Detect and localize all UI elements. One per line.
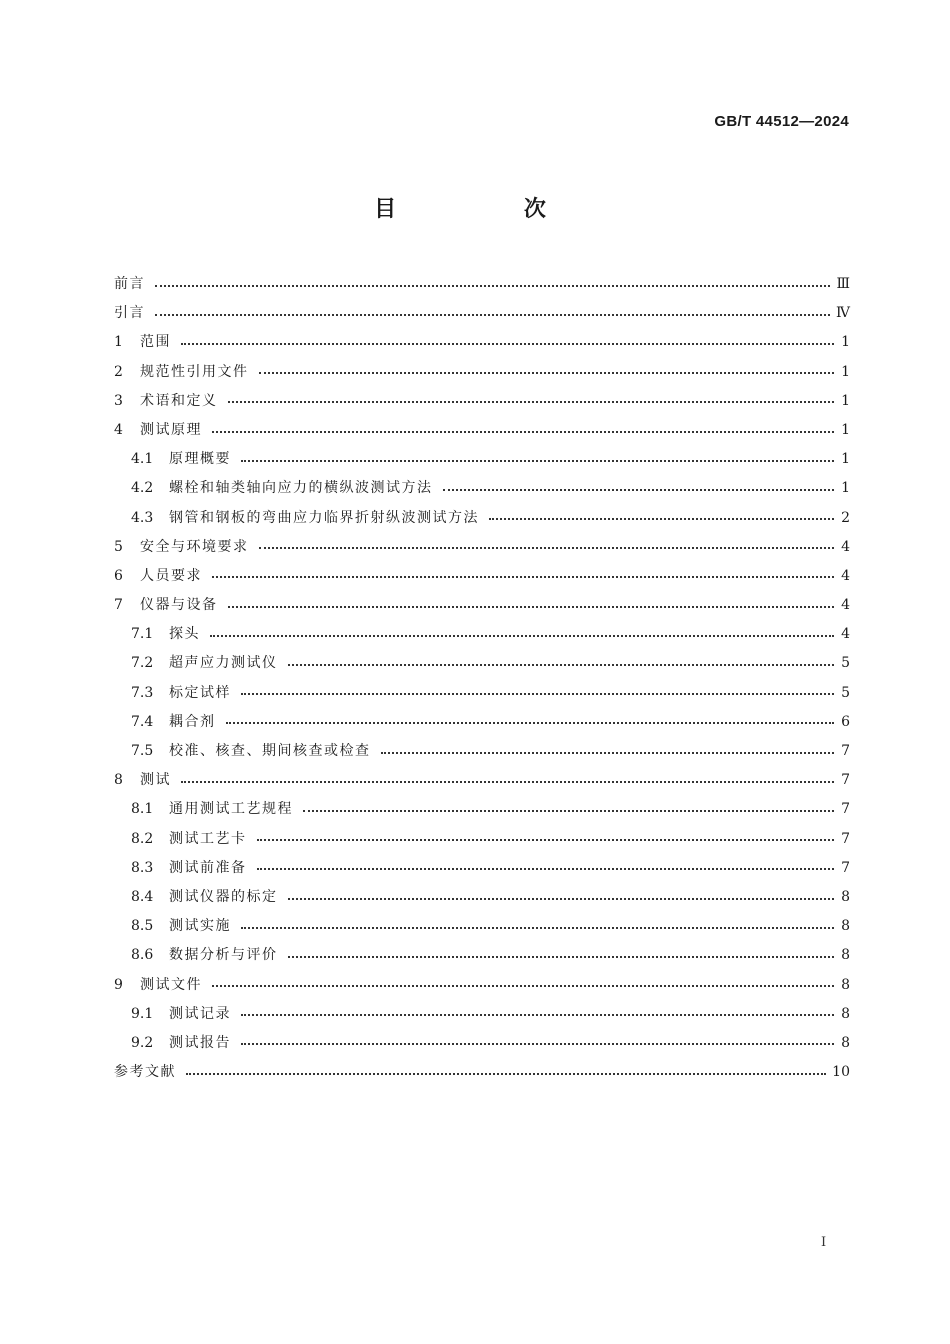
toc-entry-label: 标定试样 <box>169 684 231 701</box>
toc-dot-leader <box>259 547 835 549</box>
toc-dot-leader <box>155 314 830 316</box>
toc-entry-number: 9 <box>114 976 123 993</box>
toc-entry-page: 1 <box>841 480 850 497</box>
toc-dot-leader <box>155 285 830 287</box>
toc-entry[interactable] <box>114 737 850 766</box>
toc-entry-label: 钢管和钢板的弯曲应力临界折射纵波测试方法 <box>169 509 479 526</box>
toc-dot-leader <box>210 635 834 637</box>
toc-entry[interactable] <box>114 854 850 883</box>
toc-entry-number: 5 <box>114 538 123 555</box>
toc-entry-page: 1 <box>841 451 850 468</box>
toc-entry-page: 7 <box>841 743 850 759</box>
toc-entry[interactable] <box>114 766 850 795</box>
toc-entry[interactable] <box>114 591 850 620</box>
toc-entry-number: 4.3 <box>131 509 154 526</box>
toc-dot-leader <box>212 985 834 987</box>
toc-entry-label: 测试前准备 <box>169 859 247 876</box>
toc-entry-label: 耦合剂 <box>169 713 216 730</box>
toc-dot-leader <box>181 343 834 345</box>
toc-entry[interactable] <box>114 387 850 416</box>
toc-entry-page: 1 <box>841 334 850 351</box>
toc-entry-number: 7.2 <box>131 655 154 672</box>
toc-dot-leader <box>241 1043 834 1045</box>
toc-dot-leader <box>241 1014 834 1016</box>
toc-entry[interactable] <box>114 825 850 854</box>
toc-entry-page: 5 <box>841 684 850 701</box>
toc-entry[interactable] <box>114 912 850 941</box>
toc-dot-leader <box>288 956 835 958</box>
toc-entry-number: 7 <box>114 597 123 614</box>
table-of-contents <box>114 270 850 1087</box>
toc-entry-page: 8 <box>841 976 850 993</box>
toc-entry-number: 8.5 <box>131 918 154 935</box>
toc-entry[interactable] <box>114 474 850 503</box>
toc-dot-leader <box>228 401 835 403</box>
toc-dot-leader <box>228 606 835 608</box>
toc-entry[interactable] <box>114 649 850 678</box>
toc-entry-number: 4 <box>114 421 123 438</box>
toc-entry-page: 2 <box>841 509 850 526</box>
toc-entry-label: 测试报告 <box>169 1034 231 1051</box>
toc-dot-leader <box>257 839 835 841</box>
toc-entry-label: 仪器与设备 <box>140 597 218 614</box>
toc-dot-leader <box>303 810 834 812</box>
toc-entry-label: 原理概要 <box>169 451 231 468</box>
toc-entry[interactable] <box>114 883 850 912</box>
toc-entry-label: 参考文献 <box>114 1064 176 1081</box>
toc-entry-label: 安全与环境要求 <box>140 538 249 555</box>
toc-entry-page: Ⅳ <box>836 305 850 322</box>
toc-entry-label: 测试 <box>140 772 171 789</box>
toc-entry-label: 范围 <box>140 334 171 351</box>
toc-entry-page: 4 <box>841 626 850 643</box>
toc-entry-label: 校准、核查、期间核查或检查 <box>169 743 371 759</box>
toc-entry-number: 8.6 <box>131 947 154 964</box>
toc-entry[interactable] <box>114 795 850 824</box>
toc-entry-label: 引言 <box>114 305 145 322</box>
toc-entry-page: 8 <box>841 918 850 935</box>
toc-entry-number: 2 <box>114 363 123 380</box>
toc-dot-leader <box>212 431 834 433</box>
toc-entry-label: 测试仪器的标定 <box>169 888 278 905</box>
toc-entry[interactable] <box>114 328 850 357</box>
page-number: I <box>821 1235 827 1250</box>
toc-entry-number: 4.2 <box>131 480 154 497</box>
toc-entry-label: 超声应力测试仪 <box>169 655 278 672</box>
toc-entry-label: 前言 <box>114 276 145 292</box>
toc-dot-leader <box>443 489 835 491</box>
toc-entry[interactable] <box>114 1000 850 1029</box>
toc-dot-leader <box>288 898 835 900</box>
toc-entry-page: 7 <box>841 801 850 818</box>
toc-entry-label: 通用测试工艺规程 <box>169 801 293 818</box>
toc-entry-page: 7 <box>841 772 850 789</box>
toc-entry-label: 数据分析与评价 <box>169 947 278 964</box>
toc-entry-page: 1 <box>841 421 850 438</box>
toc-entry-number: 8 <box>114 772 123 789</box>
toc-dot-leader <box>241 460 834 462</box>
toc-entry[interactable] <box>114 971 850 1000</box>
toc-entry[interactable] <box>114 1058 850 1087</box>
toc-entry-number: 7.4 <box>131 713 154 730</box>
toc-dot-leader <box>241 927 834 929</box>
toc-entry-page: 4 <box>841 538 850 555</box>
toc-dot-leader <box>257 868 835 870</box>
toc-entry-page: 8 <box>841 888 850 905</box>
toc-entry-number: 7.3 <box>131 684 154 701</box>
toc-entry-label: 探头 <box>169 626 200 643</box>
toc-dot-leader <box>288 664 835 666</box>
toc-dot-leader <box>381 752 835 754</box>
toc-entry-label: 测试记录 <box>169 1005 231 1022</box>
toc-entry[interactable] <box>114 504 850 533</box>
toc-dot-leader <box>259 372 835 374</box>
toc-entry-number: 8.1 <box>131 801 154 818</box>
toc-entry[interactable] <box>114 445 850 474</box>
toc-entry-number: 4.1 <box>131 451 154 468</box>
toc-entry[interactable] <box>114 620 850 649</box>
toc-entry[interactable] <box>114 679 850 708</box>
toc-entry-page: 7 <box>841 859 850 876</box>
toc-entry-page: 6 <box>841 713 850 730</box>
toc-dot-leader <box>489 518 834 520</box>
toc-entry-page: 1 <box>841 363 850 380</box>
toc-entry-label: 术语和定义 <box>140 392 218 409</box>
toc-entry[interactable] <box>114 941 850 970</box>
toc-dot-leader <box>212 576 834 578</box>
toc-entry-label: 测试原理 <box>140 421 202 438</box>
toc-entry-number: 8.4 <box>131 888 154 905</box>
toc-entry-page: 4 <box>841 567 850 584</box>
toc-entry-label: 螺栓和轴类轴向应力的横纵波测试方法 <box>169 480 433 497</box>
toc-entry-page: 10 <box>832 1064 850 1081</box>
toc-entry[interactable] <box>114 562 850 591</box>
toc-entry[interactable] <box>114 416 850 445</box>
toc-dot-leader <box>186 1073 826 1075</box>
toc-entry-label: 人员要求 <box>140 567 202 584</box>
page-title: 目 次 <box>374 197 606 222</box>
toc-entry-number: 9.2 <box>131 1034 154 1051</box>
toc-entry[interactable] <box>114 708 850 737</box>
toc-entry[interactable] <box>114 270 850 299</box>
standard-code: GB/T 44512—2024 <box>714 113 849 130</box>
toc-entry-number: 6 <box>114 567 123 584</box>
toc-entry-label: 测试实施 <box>169 918 231 935</box>
toc-entry-number: 7.5 <box>131 743 154 759</box>
toc-entry-label: 规范性引用文件 <box>140 363 249 380</box>
toc-entry-page: Ⅲ <box>836 276 850 292</box>
toc-entry-page: 4 <box>841 597 850 614</box>
toc-entry-number: 1 <box>114 334 123 351</box>
toc-entry-label: 测试文件 <box>140 976 202 993</box>
toc-dot-leader <box>181 781 834 783</box>
toc-dot-leader <box>241 693 834 695</box>
toc-entry-page: 8 <box>841 947 850 964</box>
toc-entry-number: 7.1 <box>131 626 154 643</box>
toc-entry[interactable] <box>114 533 850 562</box>
toc-entry-page: 1 <box>841 392 850 409</box>
toc-entry-page: 7 <box>841 830 850 847</box>
toc-entry-number: 9.1 <box>131 1005 154 1022</box>
toc-entry-number: 8.3 <box>131 859 154 876</box>
toc-entry-number: 8.2 <box>131 830 154 847</box>
toc-entry[interactable] <box>114 358 850 387</box>
toc-entry-number: 3 <box>114 392 123 409</box>
toc-entry[interactable] <box>114 1029 850 1058</box>
toc-entry-page: 8 <box>841 1005 850 1022</box>
toc-entry-label: 测试工艺卡 <box>169 830 247 847</box>
toc-dot-leader <box>226 722 835 724</box>
toc-entry-page: 5 <box>841 655 850 672</box>
toc-entry[interactable] <box>114 299 850 328</box>
toc-entry-page: 8 <box>841 1034 850 1051</box>
